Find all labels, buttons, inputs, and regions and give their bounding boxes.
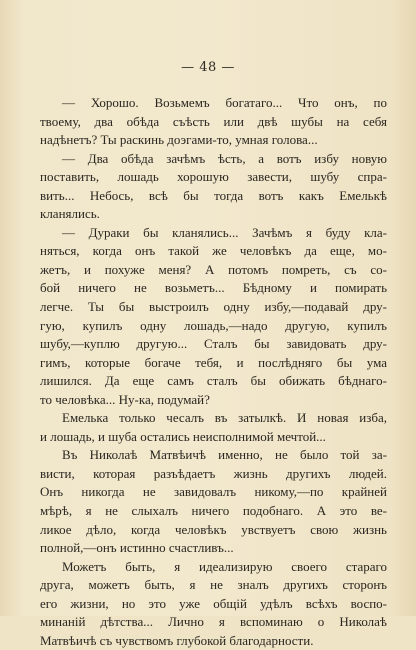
text-line: легче. Ты бы выстроилъ одну избу,—подавай дру- <box>40 299 387 315</box>
text-line: висти, которая разъѣдаетъ жизнь другихъ людей. <box>40 465 387 481</box>
text-line: полной,—онъ истинно счастливъ... <box>40 540 234 556</box>
text-line: бой ничего не возьметъ... Бѣдному и помирать <box>40 280 387 296</box>
text-line: его жизни, но это уже общій удѣлъ всѣхъ воспо- <box>40 595 387 611</box>
text-line: шубу,—куплю другую... Сталъ бы завидовать дру- <box>40 336 387 352</box>
text-line: Можетъ быть, я идеализирую своего стараго <box>62 558 387 574</box>
text-line: и лошадь, и шуба остались неисполнимой мечтой... <box>40 428 326 444</box>
text-line: друга, можетъ быть, я не зналъ другихъ сторонъ <box>40 577 387 593</box>
text-line: ликое дѣло, когда человѣкъ увствуетъ свою жизнь <box>40 521 387 537</box>
page-number: — 48 — <box>181 60 235 75</box>
text-line: минаній дѣтства... Лично я вспоминаю о Николаѣ <box>40 614 387 630</box>
text-line: Въ Николаѣ Матвѣичѣ именно, не было той за- <box>62 447 387 463</box>
text-line: Матвѣичѣ съ чувствомъ глубокой благодарности. <box>40 632 314 648</box>
text-line: — Хорошо. Возьмемъ богатаго... Что онъ, по <box>62 95 387 110</box>
text-line: кланялись. <box>40 206 100 222</box>
text-line: Онъ никогда не завидовалъ никому,—по крайней <box>40 484 387 500</box>
text-line: лишился. Да еще самъ сталъ бы обижать бѣднаго- <box>40 373 387 389</box>
text-line: Емелька только чесалъ въ затылкѣ. И новая изба, <box>62 410 387 426</box>
text-line: гую, купилъ одну лошадь,—надо другую, купилъ <box>40 317 387 333</box>
body-text <box>40 94 387 650</box>
text-line: мѣрѣ, я не слыхалъ ничего подобнаго. А это ве- <box>40 503 387 519</box>
text-line: поставить, лошадь хорошую завести, шубу спра- <box>40 169 387 185</box>
text-line: няться, когда онъ такой же человѣкъ да еще, мо- <box>40 243 387 259</box>
text-line: жетъ, и похуже меня? А потомъ помреть, съ со- <box>40 261 387 277</box>
text-line: — Дураки бы кланялись... Зачѣмъ я буду кла- <box>62 224 387 240</box>
text-line: вить... Небось, всѣ бы тогда вотъ какъ Емелькѣ <box>40 187 387 203</box>
text-line: твоему, два обѣда съѣсть или двѣ шубы на себя <box>40 113 387 129</box>
text-line: надѣнетъ? Ты раскинь доэгами-то, умная голова... <box>40 132 318 148</box>
text-line: — Два обѣда зачѣмъ ѣсть, а вотъ избу новую <box>62 150 387 166</box>
text-line: то человѣка... Ну-ка, подумай? <box>40 391 210 407</box>
text-line: гимъ, которые богаче тебя, и послѣдняго бы ума <box>40 354 387 370</box>
